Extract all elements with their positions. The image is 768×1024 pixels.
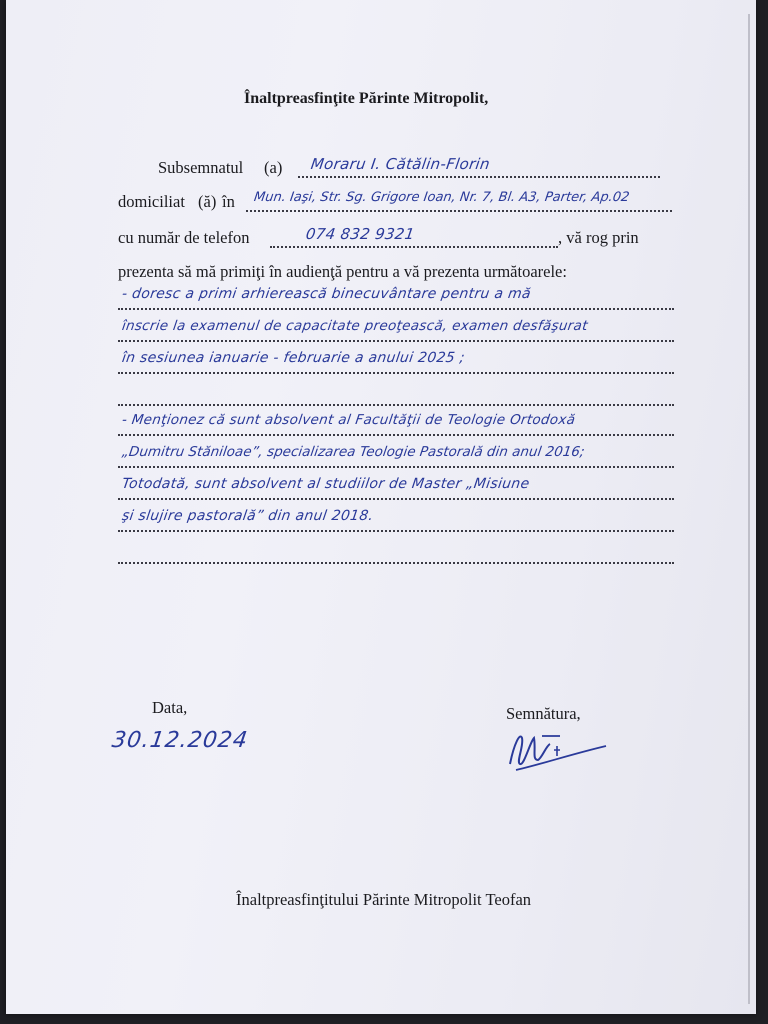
phone-tail: , vă rog prin [558, 228, 639, 247]
name-gender-mark: (a) [264, 158, 283, 177]
request-dotted-line [118, 498, 674, 500]
signature-label: Semnătura, [506, 704, 581, 723]
phone-label: cu număr de telefon [118, 228, 250, 247]
request-dotted-line [118, 308, 674, 310]
document-page [6, 0, 756, 1014]
address-label: domiciliat [118, 192, 185, 211]
request-line: - doresc a primi arhierească binecuvântare pentru a mă [120, 286, 532, 302]
handwritten-name: Moraru I. Cătălin-Florin [309, 155, 492, 173]
request-line: înscrie la examenul de capacitate preoţească, examen desfăşurat [120, 318, 589, 334]
address-in: în [222, 192, 235, 211]
request-line: „Dumitru Stăniloae”, specializarea Teologie Pastorală din anul 2016; [120, 444, 586, 460]
request-line: în sesiunea ianuarie - februarie a anului 2025 ; [120, 350, 466, 366]
handwritten-phone: 074 832 9321 [304, 225, 416, 243]
page-edge-line [748, 14, 750, 1004]
handwritten-date: 30.12.2024 [110, 728, 250, 753]
date-label: Data, [152, 698, 188, 717]
handwritten-signature [502, 724, 612, 776]
address-dotted-line [246, 210, 672, 212]
request-dotted-line [118, 530, 674, 532]
request-dotted-line [118, 562, 674, 564]
name-label: Subsemnatul [158, 158, 244, 177]
letter-title: Înaltpreasfinţite Părinte Mitropolit, [244, 90, 489, 107]
addressee: Înaltpreasfinţitului Părinte Mitropolit Teofan [236, 890, 532, 909]
request-line: şi slujire pastorală” din anul 2018. [120, 508, 375, 524]
request-intro: prezenta să mă primiţi în audienţă pentru a vă prezenta următoarele: [118, 262, 567, 281]
name-dotted-line [298, 176, 660, 178]
address-gender-mark: (ă) [198, 192, 217, 211]
request-line: Totodată, sunt absolvent al studiilor de Master „Misiune [120, 476, 531, 492]
phone-dotted-line [270, 246, 558, 248]
request-dotted-line [118, 404, 674, 406]
request-dotted-line [118, 340, 674, 342]
request-dotted-line [118, 466, 674, 468]
handwritten-address: Mun. Iaşi, Str. Sg. Grigore Ioan, Nr. 7, Bl. A3, Parter, Ap.02 [252, 190, 631, 205]
request-line: - Menţionez că sunt absolvent al Facultăţii de Teologie Ortodoxă [120, 412, 577, 428]
request-dotted-line [118, 434, 674, 436]
request-dotted-line [118, 372, 674, 374]
